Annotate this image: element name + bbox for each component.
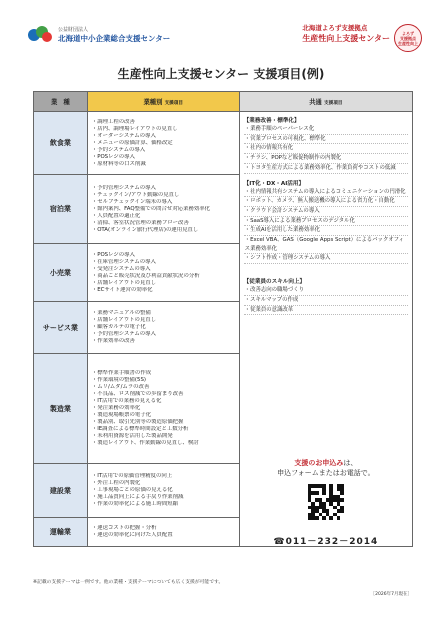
common-items (239, 112, 412, 547)
list-item: ・店内、調理場レイアウトの見直し (91, 125, 178, 132)
list-item: ・チェックイン/アウト動線の見直し (91, 191, 180, 198)
list-item: ・SaaS導入による業務プロセスのデジタル化 (244, 217, 408, 227)
industry-label: サービス業 (34, 302, 88, 354)
industry-items (87, 518, 239, 547)
list-item: ・原材料等の口ス削減 (91, 160, 146, 167)
common-section-heading: 【業務改善・標準化】 (243, 118, 300, 124)
list-item: ・施工品質向上による手戻り作業削減 (91, 494, 184, 500)
industry-label: 小売業 (34, 244, 88, 302)
list-item: ・ムリ/ムダ/ムラの改善 (91, 384, 150, 390)
list-item: ・スキルマップの作成 (244, 296, 408, 306)
list-item: ・運送の効率化に向けた人員配置 (91, 532, 173, 538)
industry-label: 運輸業 (34, 518, 88, 547)
list-item: ・店舗レイアウトの見直し (91, 279, 157, 286)
list-item: ・OTA(オンライン旅行代理店)の運用見直し (91, 226, 199, 233)
contact-heading: 支援のお申込み (294, 459, 344, 467)
list-item: ・営業プロセスの可視化、標準化 (244, 135, 408, 145)
center-name-line1: 北海道よろず支援拠点 (302, 24, 368, 32)
industry-items (87, 302, 239, 354)
list-item: ・人員配置の適正化 (91, 212, 141, 219)
org-logo (28, 26, 170, 44)
center-name-line2: 生産性向上支援センター (302, 34, 390, 43)
list-item: ・製品別、取引先別等の製造原価把握 (91, 419, 184, 425)
industry-label: 宿泊業 (34, 175, 88, 244)
seal-text-2: 支援拠点 (400, 35, 416, 41)
list-item: ・トヨタ生産方式による業務効率化、作業負荷やコストの低減 (244, 164, 408, 174)
list-item: ・店舗レイアウトの見直し (91, 317, 157, 323)
industry-items (87, 244, 239, 302)
center-logo (302, 24, 422, 52)
col-header-specific: 業種別 支援項目 (87, 92, 239, 112)
page-title: 生産性向上支援センター 支援項目(例) (117, 67, 325, 81)
phone-number[interactable]: ☎011－232－2014 (273, 537, 379, 547)
list-item: ・Excel VBA、GAS（Google Apps Script）によるバックオフィス業務効率化 (244, 236, 408, 254)
list-item: ・清掃、客室状況管理の業務フロー改善 (91, 219, 189, 226)
list-item: ・POSレジの導入 (91, 153, 135, 160)
list-item: ・業務マニュアルの整備 (91, 310, 151, 316)
support-table (33, 91, 413, 547)
list-item: ・作業環境の整備(5S) (91, 377, 146, 383)
industry-items (87, 175, 239, 244)
list-item: ・在庫管理システムの導入 (91, 258, 156, 265)
list-item: ・標準作業手順書の作成 (91, 370, 152, 376)
industry-items (87, 354, 239, 464)
seal-text-1: よろず (402, 30, 414, 36)
seal-icon (394, 24, 422, 52)
common-section-heading: 【IT化・DX・AI活用】 (243, 180, 305, 187)
org-logo-icon (28, 26, 54, 44)
contact-heading-suffix: は、 (343, 459, 358, 467)
list-item: ・未利用資源を活用した製品開発 (91, 433, 173, 439)
list-item: ・IT活用での業務の見える化 (91, 398, 162, 404)
list-item: ・作業効率の改善 (91, 338, 135, 344)
list-item: ・作業の効率化による施工時間短縮 (91, 501, 179, 507)
list-item: ・セルフチェックイン端末の導入 (91, 198, 173, 205)
list-item: ・調理工程の改善 (91, 118, 135, 125)
list-item: ・不良品、ロス削減での歩留まり改善 (91, 391, 184, 397)
list-item: ・製造レイアウト、作業動線の見直し、検討 (91, 440, 199, 446)
list-item: ・工事現場ごとの原価の見える化 (91, 487, 173, 493)
common-section-heading: 【従業員のスキル向上】 (243, 279, 306, 286)
list-item: ・社内の情報共有化 (244, 144, 408, 154)
col-header-common: 共通 支援項目 (239, 92, 412, 112)
list-item: ・商品ごと販売状況及び利益貢献状況の分析 (91, 272, 200, 279)
list-item: ・顧客カルテの電子化 (91, 324, 146, 330)
list-item: ・運送コストの把握・分析 (91, 525, 157, 531)
list-item: ・オーダーシステムの導入 (91, 132, 156, 139)
list-item: ・チラシ、POPなど販促物制作の内製化 (244, 154, 408, 164)
org-name: 北海道中小企業総合支援センター (58, 34, 171, 43)
industry-items (87, 464, 239, 518)
list-item: ・IT活用での原価管理精度の向上 (91, 473, 173, 479)
industry-items (87, 112, 239, 175)
header (28, 24, 422, 54)
list-item: ・予約システムの導入 (91, 146, 146, 153)
list-item: ・ロボット、カメラ、無人搬送機の導入による省力化・自動化 (244, 197, 408, 207)
list-item: ・クラウド会計システムの導入 (244, 207, 408, 217)
industry-label: 飲食業 (34, 112, 88, 175)
list-item: ・発注業務の効率化 (91, 405, 141, 411)
list-item: ・予約管理システムの導入 (91, 331, 156, 337)
industry-label: 建設業 (34, 464, 88, 518)
list-item: ・外注工程の内製化 (91, 480, 141, 486)
list-item: ・メニューの原価計算、価格改定 (91, 139, 173, 146)
col-header-industry: 業 種 (34, 92, 88, 112)
list-item: ・シフト作成・管理システムの導入 (244, 254, 408, 264)
list-item: ・社内情報共有システムの導入によるコミュニケーションの円滑化 (244, 188, 408, 198)
list-item: ・IE調査による標準時間設定と工数分析 (91, 426, 189, 432)
list-item: ・製造現場帳票の電子化 (91, 412, 152, 418)
date-stamp: ［2026年7月現在］ (370, 592, 412, 597)
footnote: ※記載の支援テーマは一例です。他の業種・支援テーマについても広く支援が可能です。 (33, 580, 224, 585)
list-item: ・ECサイト運営の効率化 (91, 286, 153, 293)
list-item: ・受発注システムの導入 (91, 265, 151, 272)
list-item: ・予約管理システムの導入 (91, 184, 156, 191)
contact-block (240, 458, 412, 547)
list-item: ・業務手順のペーパーレス化 (244, 125, 408, 135)
list-item: ・従業員の意識改革 (244, 306, 408, 316)
list-item: ・館内案内、FAQ整備での問合せ対応業務効率化 (91, 205, 211, 212)
list-item: ・POSレジの導入 (91, 251, 135, 258)
list-item: ・生成AIを活用した業務効率化 (244, 226, 408, 236)
industry-label: 製造業 (34, 354, 88, 464)
contact-instruction: 申込フォームまたはお電話で。 (277, 469, 375, 477)
table-row (34, 112, 413, 175)
list-item: ・改善志向の職場づくり (244, 286, 408, 296)
org-subtitle: 公益財団法人 (58, 27, 89, 33)
qr-code-icon[interactable] (306, 482, 346, 522)
seal-text-3: 生産性向上 (398, 40, 418, 46)
